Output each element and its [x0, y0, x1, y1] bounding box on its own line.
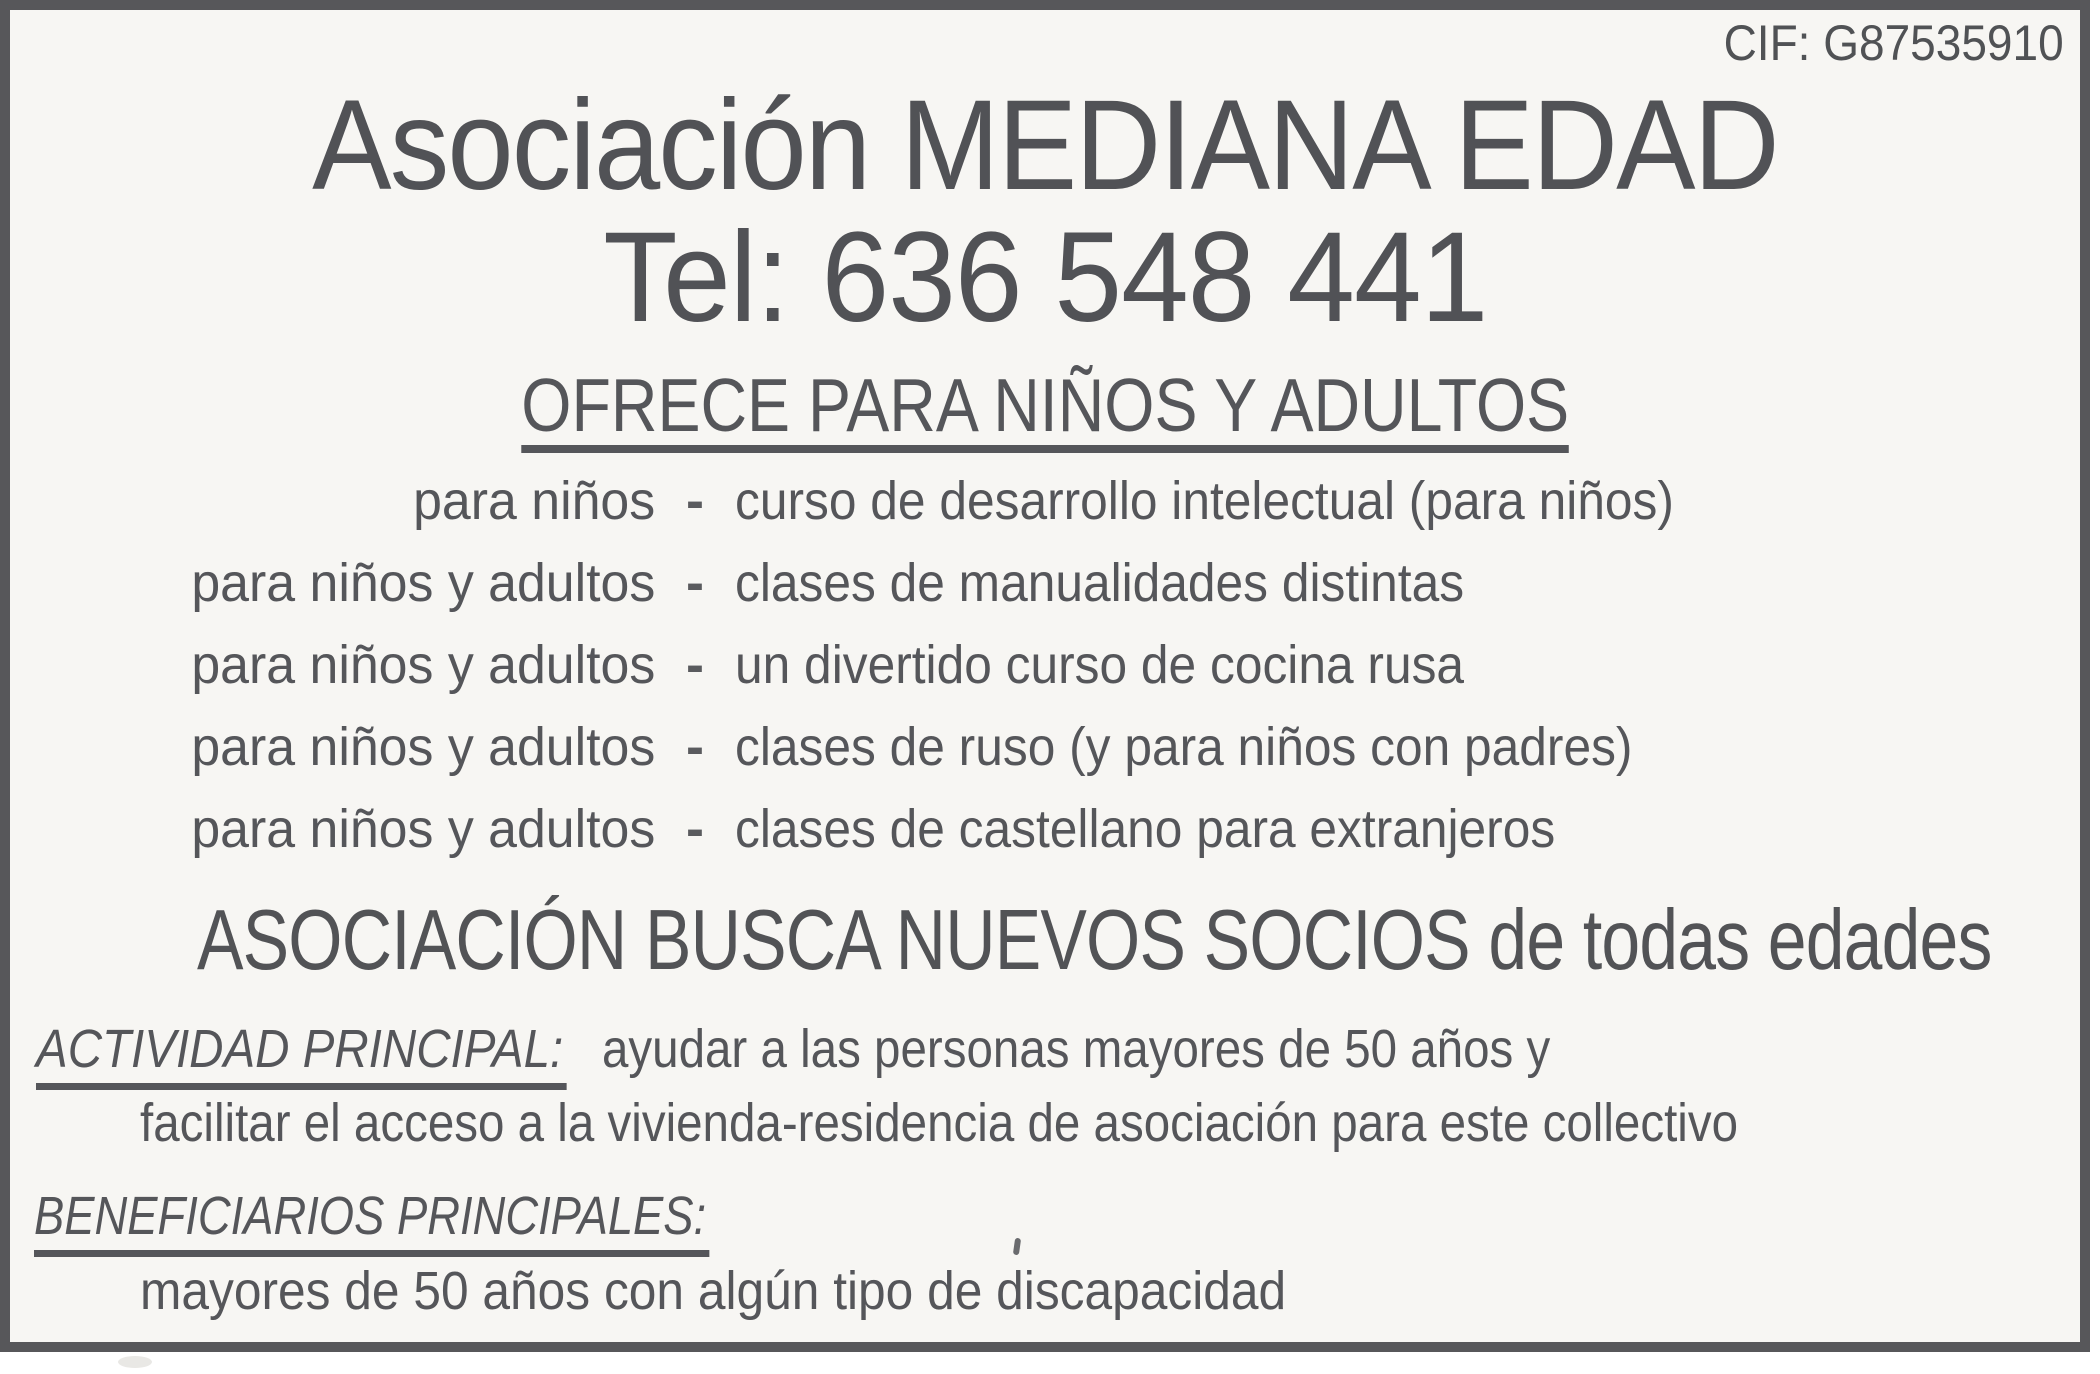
- scan-smudge: [118, 1356, 152, 1368]
- activity-text: ayudar a las personas mayores de 50 años y: [601, 1019, 1551, 1079]
- offer-dash: -: [686, 635, 704, 695]
- offer-row: [0, 542, 2090, 624]
- activity-line: [36, 1019, 1757, 1079]
- beneficiaries-label: BENEFICIARIOS PRINCIPALES:: [34, 1186, 710, 1257]
- offer-dash: -: [686, 471, 704, 531]
- offer-dash: -: [686, 553, 704, 613]
- offer-description: un divertido curso de cocina rusa: [735, 635, 1465, 695]
- offer-description: clases de ruso (y para niños con padres): [735, 717, 1633, 777]
- offer-audience: para niños: [412, 471, 655, 531]
- offer-row: [0, 624, 2090, 706]
- offer-audience: para niños y adultos: [191, 553, 655, 613]
- scan-speck: [1013, 1238, 1021, 1256]
- beneficiaries-text: mayores de 50 años con algún tipo de discapacidad: [140, 1261, 1287, 1321]
- offer-audience: para niños y adultos: [191, 717, 655, 777]
- offer-audience: para niños y adultos: [191, 799, 655, 859]
- offer-description: curso de desarrollo intelectual (para niños): [735, 471, 1674, 531]
- offer-dash: -: [686, 717, 704, 777]
- activity-continuation: facilitar el acceso a la vivienda-residencia de asociación para este collectivo: [140, 1093, 1739, 1153]
- offers-heading: OFRECE PARA NIÑOS Y ADULTOS: [0, 368, 2090, 453]
- offer-dash: -: [686, 799, 704, 859]
- offer-description: clases de castellano para extranjeros: [735, 799, 1556, 859]
- offer-row: [0, 460, 2090, 542]
- offer-row: [0, 788, 2090, 870]
- offers-list: [0, 460, 2090, 870]
- offer-audience: para niños y adultos: [191, 635, 655, 695]
- cif-number: [1694, 15, 2064, 71]
- membership-call: ASOCIACIÓN BUSCA NUEVOS SOCIOS de todas edades: [196, 893, 1992, 988]
- offer-row: [0, 706, 2090, 788]
- phone-number: Tel: 636 548 441: [602, 206, 1488, 349]
- offer-description: clases de manualidades distintas: [735, 553, 1465, 613]
- activity-label: ACTIVIDAD PRINCIPAL:: [36, 1019, 567, 1090]
- flyer-title: Asociación MEDIANA EDAD: [312, 74, 1778, 217]
- cif-text: CIF: G87535910: [1723, 15, 2064, 71]
- beneficiaries-line: [34, 1186, 838, 1246]
